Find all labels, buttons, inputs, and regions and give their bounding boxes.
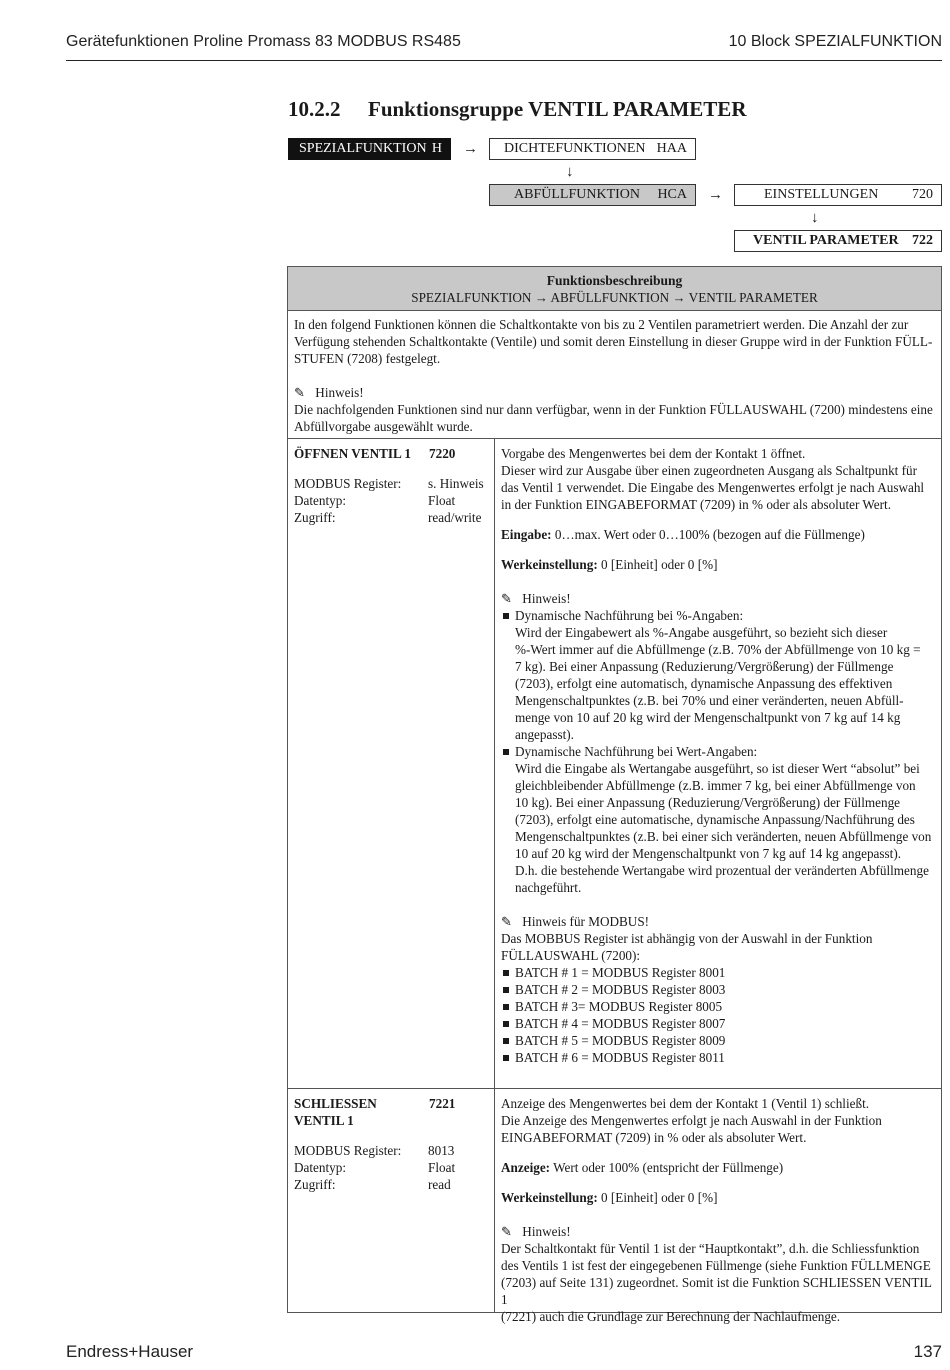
function-name-line: VENTIL 1 (294, 1113, 354, 1128)
list-item: BATCH # 2 = MODBUS Register 8003 (501, 981, 937, 998)
bullet-line: menge von 10 auf 20 kg wird der Mengenschaltpunkt von 7 kg auf 14 kg (515, 710, 901, 725)
function-name-line: SCHLIESSEN (294, 1096, 377, 1111)
bullet-line: 10 auf 20 kg wird der Mengenschaltpunkt von 7 kg auf 14 kg angepasst). (515, 846, 902, 861)
meta-key: MODBUS Register: (294, 476, 402, 491)
modbus-note-heading (501, 913, 937, 930)
note-line: (7203) auf Seite 131) zugeordnet. Somit ist die Funktion SCHLIESSEN VENTIL 1 (501, 1275, 932, 1307)
intro-note-line: Die nachfolgenden Funktionen sind nur dann verfügbar, wenn in der Funktion FÜLLAUSWAHL (7200) mindestens eine (294, 402, 933, 417)
desc-line: Vorgabe des Mengenwertes bei dem der Kontakt 1 öffnet. (501, 446, 806, 461)
desc-line: das Ventil 1 verwendet. Die Eingabe des Mengenwertes erfolgt je nach Auswahl (501, 480, 925, 495)
note-line: des Ventils 1 ist fest der eingegebenen Füllmenge (siehe Funktion FÜLLMENGE (501, 1258, 931, 1273)
function-title (294, 445, 489, 462)
note-label: Hinweis! (315, 385, 364, 400)
default-line (501, 556, 937, 573)
table-header-title: Funktionsbeschreibung (546, 273, 683, 288)
display-line (501, 1159, 937, 1176)
nav-code: HAA (656, 141, 687, 156)
intro-cell (288, 311, 941, 439)
batch-register-list (501, 964, 937, 1066)
list-item: BATCH # 6 = MODBUS Register 8011 (501, 1049, 937, 1066)
default-value: 0 [Einheit] oder 0 [%] (597, 557, 718, 572)
running-header-right: 10 Block SPEZIALFUNKTION (728, 33, 942, 50)
modbus-note-line: FÜLLAUSWAHL (7200): (501, 948, 641, 963)
function-name: ÖFFNEN VENTIL 1 (294, 446, 411, 461)
intro-line: Verfügung stehenden Schaltkontakte (Ventile) und somit deren Einstellung in dieser Gruppe wird in der Funktion FÜLL- (294, 334, 933, 349)
desc-line: EINGABEFORMAT (7209) in % oder als absoluter Wert. (501, 1130, 807, 1145)
list-item: BATCH # 1 = MODBUS Register 8001 (501, 964, 937, 981)
meta-value: read (428, 1177, 451, 1192)
bullet-line: 10 kg). Bei einer Anpassung (Reduzierung/Vergrößerung) der Füllmenge (515, 795, 901, 810)
page-number: 137 (913, 1342, 942, 1361)
nav-box-ventil-parameter (734, 230, 942, 252)
bullet-line: nachgeführt. (515, 880, 582, 895)
function-meta (294, 1095, 489, 1193)
nav-code: HCA (657, 187, 687, 202)
bullet-line: angepasst). (515, 727, 574, 742)
nav-code: 722 (912, 233, 933, 248)
nav-code: H (431, 141, 442, 156)
function-title (294, 1095, 489, 1129)
default-line (501, 1189, 937, 1206)
nav-label: DICHTEFUNKTIONEN (504, 141, 646, 156)
nav-box-abfuellfunktion (489, 184, 696, 206)
note-label: Hinweis! (522, 591, 571, 606)
list-item: BATCH # 5 = MODBUS Register 8009 (501, 1032, 937, 1049)
note-line: (7221) auch die Grundlage zur Berechnung der Nachlaufmenge. (501, 1309, 841, 1324)
nav-code: 720 (912, 187, 933, 202)
pencil-icon: ✎ (294, 385, 305, 400)
running-header-left: Gerätefunktionen Proline Promass 83 MODBUS RS485 (66, 33, 461, 50)
default-value: 0 [Einheit] oder 0 [%] (597, 1190, 718, 1205)
nav-label: ABFÜLLFUNKTION (514, 187, 640, 202)
bullet-line: D.h. die bestehende Wertangabe wird prozentual der veränderten Abfüllmenge (515, 863, 929, 878)
nav-box-einstellungen (734, 184, 942, 206)
meta-value: s. Hinweis (428, 476, 484, 491)
desc-line: Anzeige des Mengenwertes bei dem der Kontakt 1 (Ventil 1) schließt. (501, 1096, 870, 1111)
function-table (287, 266, 942, 1324)
table-row-oeffnen-ventil-1 (288, 439, 941, 1089)
note-label: Hinweis! (522, 1224, 571, 1239)
bullet-line: Wird der Eingabewert als %-Angabe ausgeführt, so bezieht sich dieser (515, 625, 888, 640)
nav-label: EINSTELLUNGEN (764, 187, 879, 202)
modbus-note-line: Das MOBBUS Register ist abhängig von der Auswahl in der Funktion (501, 931, 873, 946)
default-label: Werkeinstellung: (501, 557, 598, 572)
note-heading (501, 590, 937, 607)
meta-key: Datentyp: (294, 1160, 347, 1175)
meta-value: read/write (428, 510, 482, 525)
bullet-line: Dynamische Nachführung bei Wert-Angaben: (515, 744, 758, 759)
display-label: Anzeige: (501, 1160, 551, 1175)
bullet-line: %-Wert immer auf die Abfüllmenge (z.B. 70% der Abfüllmenge von 10 kg = (515, 642, 921, 657)
pencil-icon: ✎ (501, 591, 512, 606)
section-title-text: Funktionsgruppe VENTIL PARAMETER (368, 97, 747, 121)
bullet-line: 7 kg). Bei einer Anpassung (Reduzierung/Vergrößerung) der Füllmenge (515, 659, 894, 674)
bullet-line: Wird die Eingabe als Wertangabe ausgeführt, so ist dieser Wert “absolut” bei (515, 761, 920, 776)
nav-label: SPEZIALFUNKTION (299, 141, 427, 156)
footer-brand: Endress+Hauser (66, 1342, 194, 1361)
function-code: 7221 (429, 1096, 456, 1111)
arrow-down-icon: ↓ (811, 210, 819, 226)
meta-key: Zugriff: (294, 510, 336, 525)
intro-line: STUFEN (7208) festgelegt. (294, 351, 441, 366)
pencil-icon: ✎ (501, 914, 512, 929)
nav-box-spezialfunktion (288, 138, 451, 160)
function-meta (294, 445, 489, 526)
note-heading (501, 1223, 937, 1240)
default-label: Werkeinstellung: (501, 1190, 598, 1205)
note-bullet-list (501, 607, 937, 896)
function-description (501, 445, 937, 1066)
desc-line: Dieser wird zur Ausgabe über einen zugeordneten Ausgang als Schaltpunkt für (501, 463, 918, 478)
display-value: Wert oder 100% (entspricht der Füllmenge) (550, 1160, 784, 1175)
note-label: Hinweis für MODBUS! (522, 914, 650, 929)
intro-line: In den folgend Funktionen können die Schaltkontakte von bis zu 2 Ventilen parametriert werden. Die Anzahl der zur (294, 317, 909, 332)
meta-key: Zugriff: (294, 1177, 336, 1192)
bullet-line: gleichbleibender Abfüllmenge (z.B. immer 7 kg, bei einer Abfüllmenge von (515, 778, 916, 793)
list-item: BATCH # 4 = MODBUS Register 8007 (501, 1015, 937, 1032)
function-name (294, 1095, 428, 1129)
input-line (501, 526, 937, 543)
desc-line: Die Anzeige des Mengenwertes erfolgt je nach Auswahl in der Funktion (501, 1113, 882, 1128)
section-number: 10.2.2 (288, 97, 341, 121)
table-header (288, 267, 941, 311)
input-value: 0…max. Wert oder 0…100% (bezogen auf die Füllmenge) (551, 527, 865, 542)
desc-line: in der Funktion EINGABEFORMAT (7209) in % oder als absoluter Wert. (501, 497, 892, 512)
table-row-schliessen-ventil-1 (288, 1089, 941, 1324)
section-title (288, 97, 746, 122)
note-line: Der Schaltkontakt für Ventil 1 ist der “Hauptkontakt”, d.h. die Schliessfunktion (501, 1241, 920, 1256)
nav-box-dichtefunktionen (489, 138, 696, 160)
meta-value: Float (428, 493, 456, 508)
function-code: 7220 (429, 446, 456, 461)
list-item (501, 743, 937, 896)
header-rule (66, 60, 942, 61)
arrow-right-icon: → (463, 141, 478, 157)
function-description (501, 1095, 937, 1325)
list-item: BATCH # 3= MODBUS Register 8005 (501, 998, 937, 1015)
nav-label: VENTIL PARAMETER (753, 233, 899, 248)
input-label: Eingabe: (501, 527, 552, 542)
pencil-icon: ✎ (501, 1224, 512, 1239)
arrow-down-icon: ↓ (566, 164, 574, 180)
bullet-line: Mengenschaltpunktes (z.B. bei 70% und einer veränderten, neuen Abfüll- (515, 693, 904, 708)
bullet-line: Dynamische Nachführung bei %-Angaben: (515, 608, 744, 623)
table-header-path: SPEZIALFUNKTION → ABFÜLLFUNKTION → VENTIL PARAMETER (411, 290, 818, 305)
intro-note-heading (294, 384, 935, 401)
arrow-right-icon: → (708, 187, 723, 203)
meta-key: MODBUS Register: (294, 1143, 402, 1158)
meta-key: Datentyp: (294, 493, 347, 508)
list-item (501, 607, 937, 743)
bullet-line: (7203), erfolgt eine automatisch, dynamische Anpassung des effektiven (515, 676, 893, 691)
bullet-line: Mengenschaltpunktes (z.B. bei einer sich veränderten, neuen Abfüllmenge von (515, 829, 932, 844)
meta-value: 8013 (428, 1143, 455, 1158)
intro-note-line: Abfüllvorgabe ausgewählt wurde. (294, 419, 473, 434)
meta-value: Float (428, 1160, 456, 1175)
bullet-line: (7203), erfolgt eine automatische, dynamische Anpassung/Nachführung des (515, 812, 915, 827)
